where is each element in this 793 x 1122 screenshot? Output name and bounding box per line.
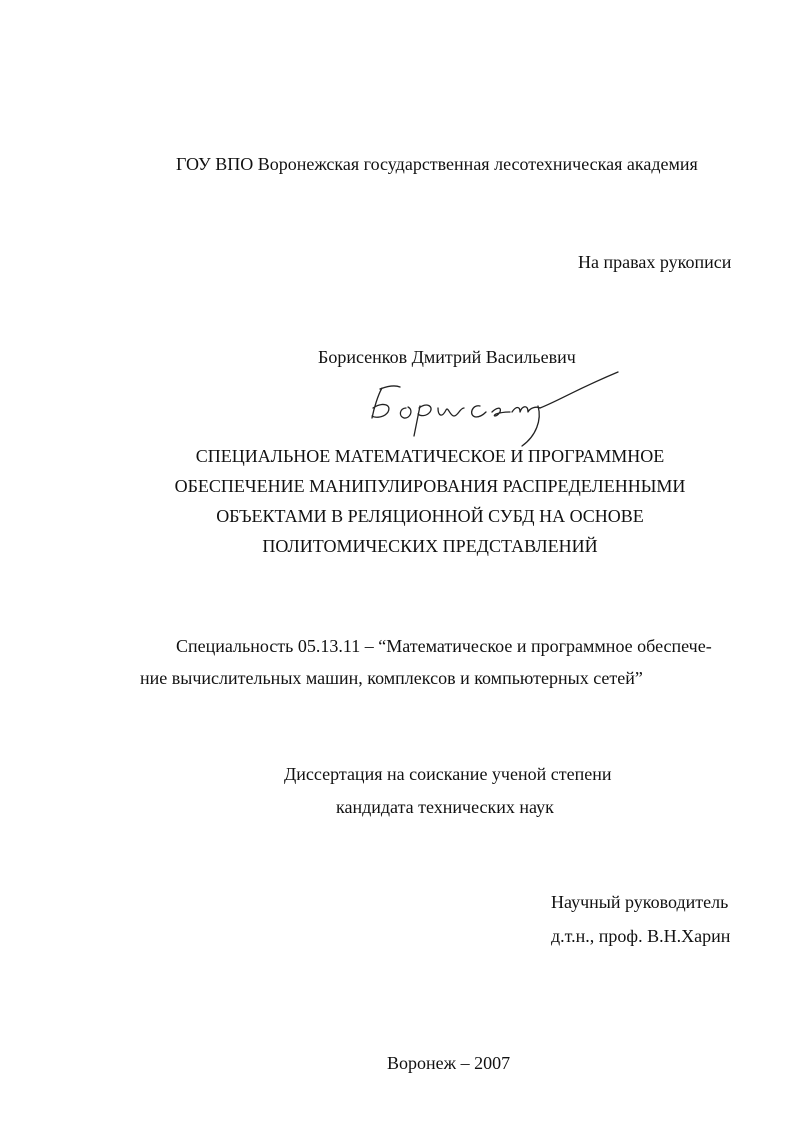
supervisor-name: д.т.н., проф. В.Н.Харин xyxy=(551,926,731,946)
institution-name: ГОУ ВПО Воронежская государственная лесотехническая академия xyxy=(176,154,698,174)
supervisor-label: Научный руководитель xyxy=(551,892,729,912)
city-year: Воронеж – 2007 xyxy=(387,1053,511,1073)
title-line: ПОЛИТОМИЧЕСКИХ ПРЕДСТАВЛЕНИЙ xyxy=(262,536,598,556)
title-line: СПЕЦИАЛЬНОЕ МАТЕМАТИЧЕСКОЕ И ПРОГРАММНОЕ xyxy=(195,446,665,466)
specialty-line-1: Специальность 05.13.11 – “Математическое и программное обеспече- xyxy=(176,636,712,656)
dissertation-title xyxy=(140,441,720,561)
degree-line-2: кандидата технических наук xyxy=(336,797,554,817)
degree-line-1: Диссертация на соискание ученой степени xyxy=(284,764,612,784)
manuscript-rights-note: На правах рукописи xyxy=(578,252,732,272)
author-name: Борисенков Дмитрий Васильевич xyxy=(318,347,576,367)
handwritten-signature xyxy=(360,360,630,450)
title-line: ОБЪЕКТАМИ В РЕЛЯЦИОННОЙ СУБД НА ОСНОВЕ xyxy=(216,506,644,526)
specialty-line-2: ние вычислительных машин, комплексов и компьютерных сетей” xyxy=(140,668,643,688)
title-line: ОБЕСПЕЧЕНИЕ МАНИПУЛИРОВАНИЯ РАСПРЕДЕЛЕННЫМИ xyxy=(174,476,686,496)
